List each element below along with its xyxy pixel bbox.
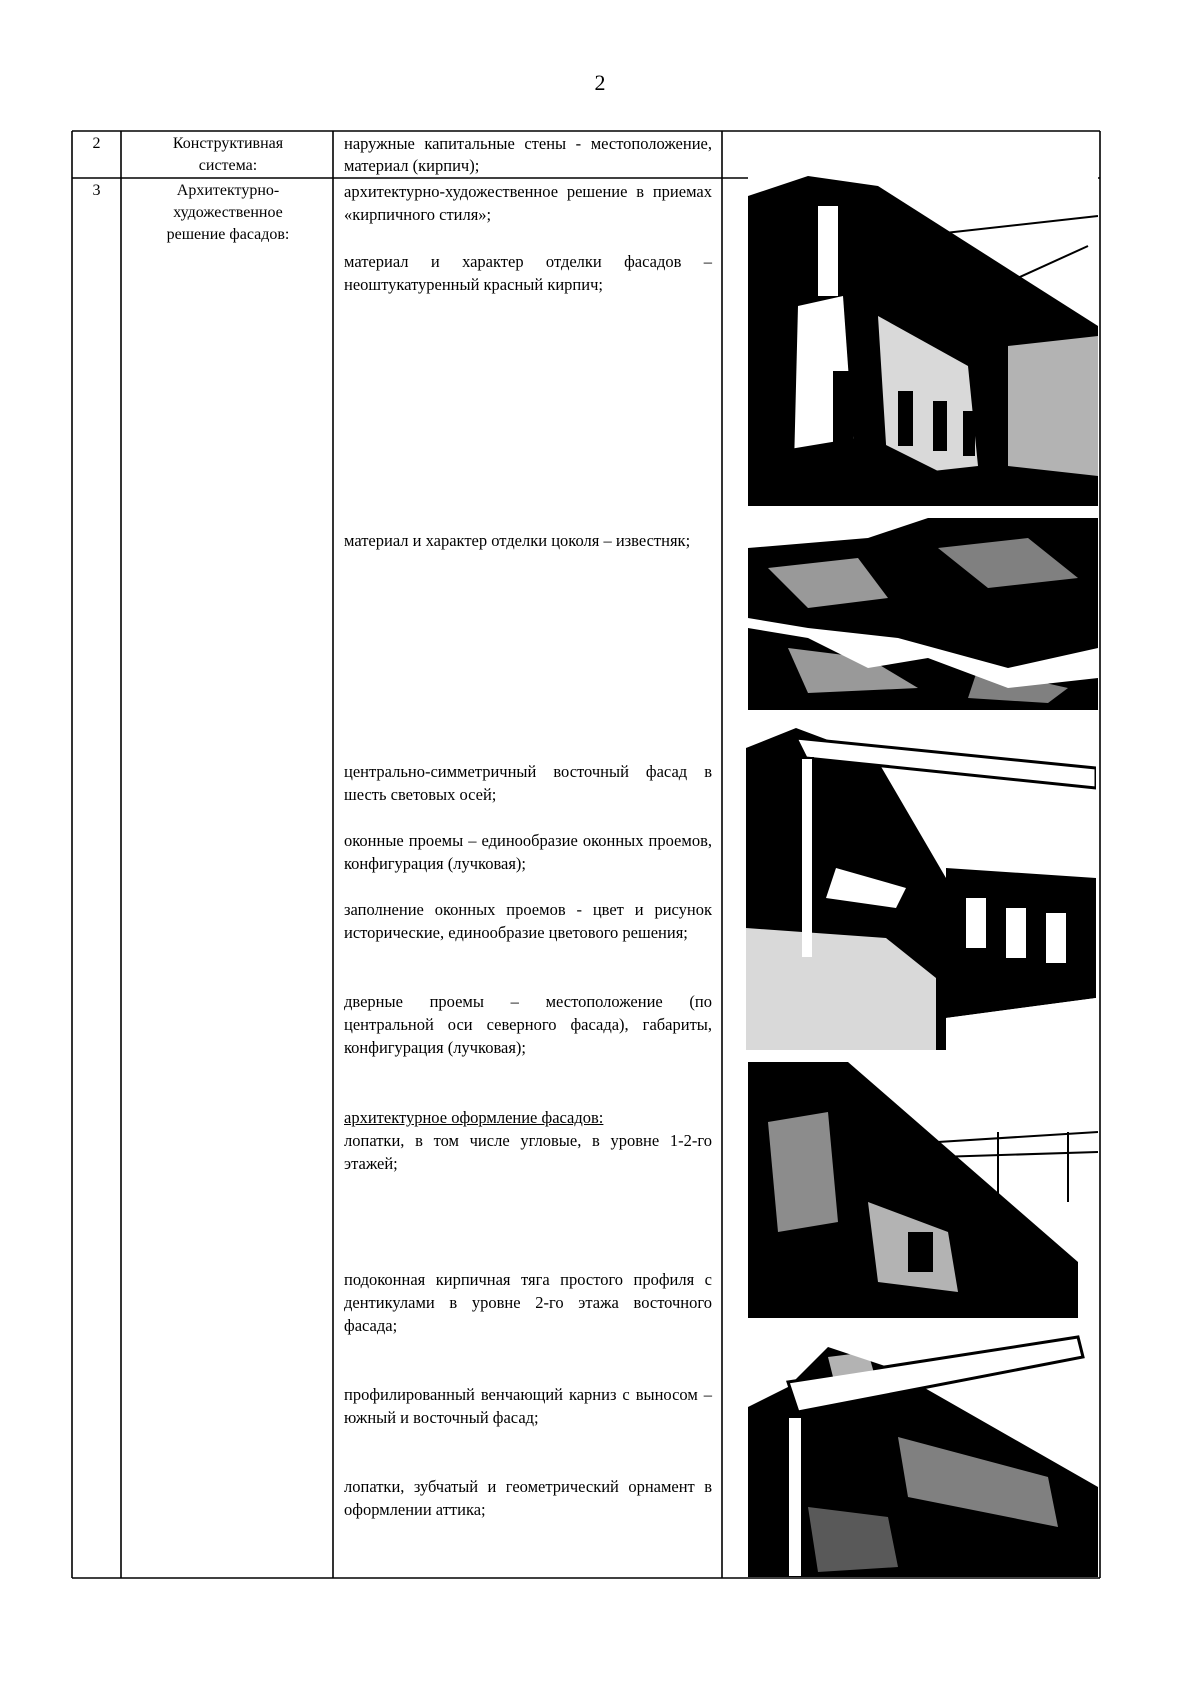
facade-decoration-photo: [748, 1062, 1098, 1318]
facade-material-text: материал и характер отделки фасадов – неоштукатуренный красный кирпич;: [344, 252, 712, 294]
attic-ornament-text: лопатки, зубчатый и геометрический орнамент в оформлении аттика;: [344, 1477, 712, 1519]
row-name-constructive-system: Конструктивная система:: [172, 135, 284, 174]
facade-style-text: архитектурно-художественное решение в приемах «кирпичного стиля»;: [344, 182, 712, 224]
row-description-walls: наружные капитальные стены - местоположение, материал (кирпич);: [344, 134, 712, 175]
facade-decoration-heading: архитектурное оформление фасадов:: [344, 1108, 604, 1127]
page-number: 2: [594, 70, 606, 95]
plinth-photo: [748, 518, 1098, 710]
facade-decoration-text: [344, 1106, 712, 1175]
east-facade-photo: [746, 728, 1096, 1050]
cornice-attic-photo: [748, 1327, 1098, 1577]
row-number-2: 2: [92, 135, 101, 152]
window-filling-text: заполнение оконных проемов - цвет и рисунок исторические, единообразие цветового решения;: [344, 900, 712, 942]
pilasters-text: лопатки, в том числе угловые, в уровне 1-2-го этажей;: [344, 1131, 712, 1173]
window-sill-cornice-text: подоконная кирпичная тяга простого профиля с дентикулами в уровне 2-го этажа восточного фасада;: [344, 1270, 712, 1335]
row-number-3: 3: [92, 182, 101, 199]
door-openings-text: дверные проемы – местоположение (по центральной оси северного фасада), габариты, конфигурация (лучковая);: [344, 992, 712, 1057]
row-name-facade-solution: Архитектурно-художественное решение фасадов:: [166, 182, 290, 243]
plinth-material-text: материал и характер отделки цоколя – известняк;: [344, 531, 691, 550]
building-facade-photo: [748, 176, 1098, 506]
window-openings-text: оконные проемы – единообразие оконных проемов, конфигурация (лучковая);: [344, 831, 712, 873]
crowning-cornice-text: профилированный венчающий карниз с выносом – южный и восточный фасад;: [344, 1385, 712, 1427]
east-facade-text: центрально-симметричный восточный фасад в шесть световых осей;: [344, 762, 712, 804]
